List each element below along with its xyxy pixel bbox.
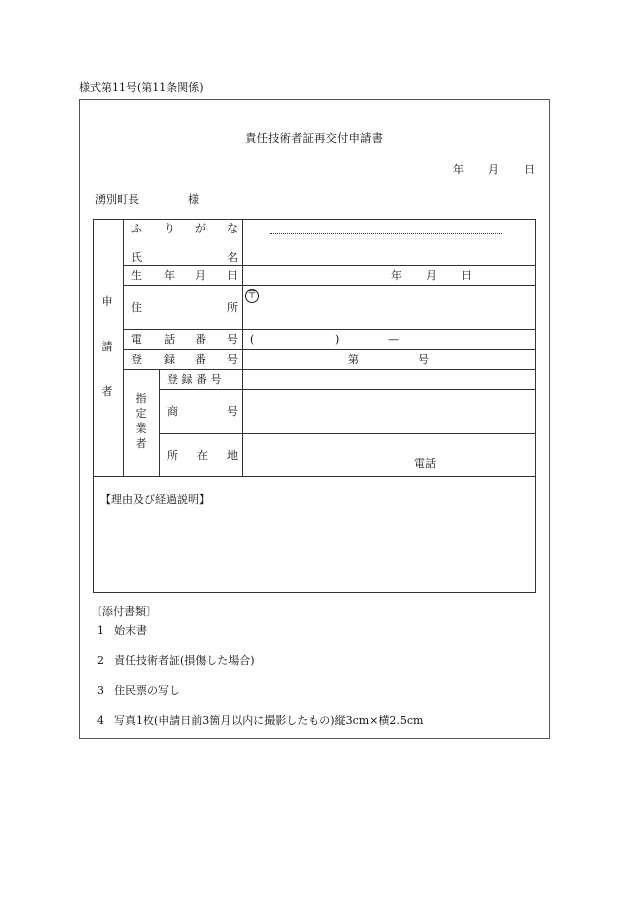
attachment-number: 3	[97, 684, 104, 697]
attachment-text: 住民票の写し	[114, 684, 180, 697]
birth-day-label: 日	[461, 269, 472, 282]
attachment-text: 責任技術者証(損傷した場合)	[114, 654, 255, 667]
attachment-text: 写真1枚(申請日前3箇月以内に撮影したもの)縦3cm×横2.5cm	[114, 714, 424, 727]
phone-label-char: 番	[195, 333, 206, 346]
birth-year-label: 年	[391, 269, 402, 282]
reason-heading: 【理由及び経過説明】	[100, 493, 210, 506]
registration-label-char: 登	[131, 353, 142, 366]
phone-label-char: 電	[131, 333, 142, 346]
trade-name-label-char: 商	[167, 405, 178, 418]
attachment-number: 4	[97, 714, 104, 727]
trade-name-label-char: 号	[227, 405, 238, 418]
rule-below-designated-reg	[159, 389, 536, 390]
name-label-char: 名	[227, 251, 238, 264]
location-label-char: 在	[197, 449, 208, 462]
phone-close-paren: )	[335, 333, 340, 346]
furigana-dotted-line	[270, 233, 502, 234]
birth-month-label: 月	[426, 269, 437, 282]
rule-below-birth	[123, 285, 536, 286]
registration-suffix: 号	[418, 353, 429, 366]
address-label-char: 所	[227, 301, 238, 314]
phone-label-char: 号	[227, 333, 238, 346]
rule-below-address	[123, 329, 536, 330]
attachment-text: 始末書	[114, 624, 147, 637]
addressee-honorific: 様	[188, 193, 199, 206]
location-label-char: 所	[167, 449, 178, 462]
addressee-name: 湧別町長	[95, 193, 139, 206]
rule-below-phone	[123, 349, 536, 350]
rule-label-col	[242, 219, 243, 476]
address-label-char: 住	[131, 301, 142, 314]
postal-mark-icon: 〒	[247, 290, 257, 301]
form-number: 様式第11号(第11条関係)	[79, 81, 204, 94]
date-day-label: 日	[524, 163, 535, 176]
furigana-label-char: が	[195, 222, 206, 235]
rule-below-name	[123, 265, 536, 266]
designated-label	[134, 393, 148, 449]
date-month-label: 月	[488, 163, 499, 176]
name-label-char: 氏	[131, 251, 142, 264]
designated-registration-label: 登 録 番 号	[167, 373, 222, 386]
furigana-label-char: ふ	[131, 222, 142, 235]
date-year-label: 年	[453, 163, 464, 176]
birth-label-char: 月	[195, 269, 206, 282]
birth-label-char: 年	[164, 269, 175, 282]
form-title: 責任技術者証再交付申請書	[245, 131, 383, 145]
registration-prefix: 第	[348, 353, 359, 366]
birth-label-char: 日	[227, 269, 238, 282]
location-label-char: 地	[227, 449, 238, 462]
phone-open-paren: (	[250, 333, 255, 346]
birth-label-char: 生	[131, 269, 142, 282]
rule-above-reason	[93, 476, 536, 477]
applicant-label-char: 請	[101, 340, 113, 353]
furigana-label-char: り	[164, 222, 175, 235]
attachment-number: 2	[97, 654, 104, 667]
rule-below-trade-name	[159, 433, 536, 434]
registration-label-char: 号	[227, 353, 238, 366]
registration-label-char: 録	[164, 353, 175, 366]
designated-label-char: 者	[135, 437, 147, 450]
registration-label-char: 番	[195, 353, 206, 366]
applicant-label	[100, 296, 114, 397]
phone-dash: —	[388, 333, 399, 346]
location-phone-label: 電話	[414, 457, 436, 470]
attachments-heading: 〔添付書類〕	[91, 605, 157, 618]
rule-below-registration	[123, 369, 536, 370]
designated-label-char: 指	[135, 392, 147, 405]
applicant-label-char: 申	[101, 295, 113, 308]
designated-label-char: 定	[135, 407, 147, 420]
rule-designated-col	[159, 369, 160, 476]
applicant-label-char: 者	[101, 385, 113, 398]
designated-label-char: 業	[135, 422, 147, 435]
furigana-label-char: な	[227, 222, 238, 235]
attachment-number: 1	[97, 624, 104, 637]
rule-applicant-col	[123, 219, 124, 476]
phone-label-char: 話	[164, 333, 175, 346]
